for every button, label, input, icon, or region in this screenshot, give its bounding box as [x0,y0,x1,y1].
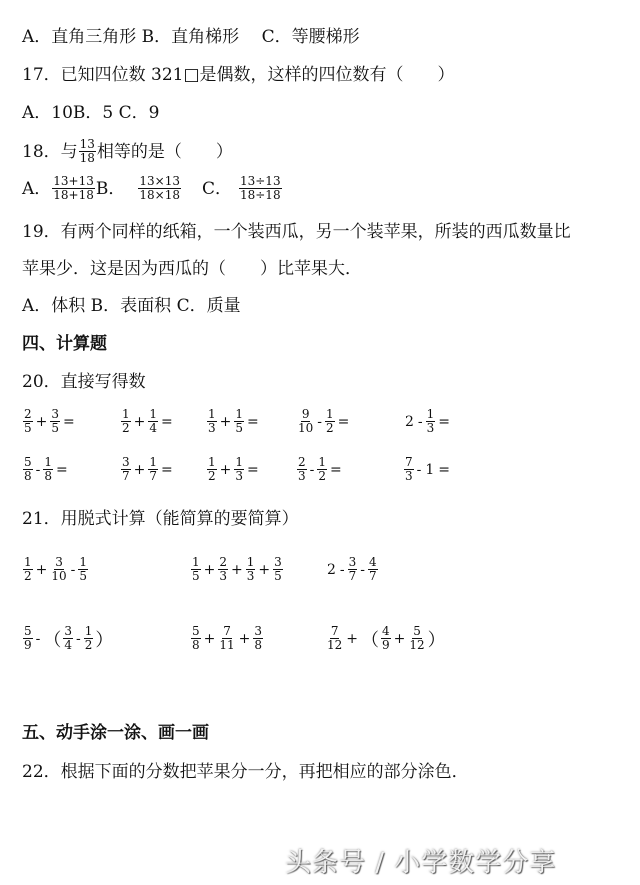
q20-expr-10: $\frac{7}{3}$ - 1 = [405,455,451,483]
section-4-heading: 四、计算题 [22,334,107,354]
fraction: $\frac{3}{10}$ [51,555,67,583]
fraction: $\frac{3}{7}$ [122,455,130,483]
q20-expr-2: $\frac{1}{2}$ + $\frac{1}{4}$ = [122,407,173,435]
question-19-line2: 苹果少．这是因为西瓜的（ ）比苹果大． [22,259,362,279]
option-c-label: C． [201,178,232,199]
section-5-heading: 五、动手涂一涂、画一画 [22,723,209,743]
q21-expr-4: $\frac{5}{9}$ - （ $\frac{3}{4}$ - $\frac{1}{2}$ ） [24,624,114,652]
fraction: $\frac{1}{4}$ [149,407,158,435]
fraction: $\frac{7}{11}$ [219,624,235,652]
fraction: $\frac{3}{4}$ [64,624,73,652]
question-21: 21．用脱式计算（能简算的要简算） [22,509,299,529]
fraction: $\frac{1}{3}$ [208,407,216,435]
q20-expr-5: 2 - $\frac{1}{3}$ = [405,407,451,435]
q20-expr-1: $\frac{2}{5}$ + $\frac{3}{5}$ = [24,407,75,435]
fraction: $\frac{13}{18}$ [79,137,95,165]
fraction: $\frac{3}{8}$ [254,624,263,652]
option-b-label: B． [95,178,126,199]
fraction: $\frac{1}{2}$ [24,555,32,583]
question-20: 20．直接写得数 [22,372,146,392]
q21-expr-1: $\frac{1}{2}$ + $\frac{3}{10}$ - $\frac{1}{5}$ [24,555,88,583]
fraction: $\frac{1}{5}$ [192,555,200,583]
option-a-label: A． [22,178,52,199]
fraction: $\frac{1}{5}$ [79,555,88,583]
fraction: $\frac{7}{12}$ [327,624,343,652]
question-18: 18．与 $\frac{13}{18}$ 相等的是（ ） [22,137,233,165]
option-a-fraction: $\frac{13+13}{18+18}$ [53,174,94,202]
fraction: $\frac{5}{12}$ [409,624,425,652]
question-17: 17．已知四位数 321□是偶数，这样的四位数有（ ） [22,65,455,85]
q20-expr-9: $\frac{2}{3}$ - $\frac{1}{2}$ = [298,455,342,483]
fraction: $\frac{3}{5}$ [274,555,282,583]
fraction: $\frac{3}{5}$ [51,407,60,435]
option-b-fraction: $\frac{13\times 13}{18\times 18}$ [139,174,180,202]
question-19-line1: 19．有两个同样的纸箱，一个装西瓜，另一个装苹果，所装的西瓜数量比 [22,222,571,242]
fraction: $\frac{7}{3}$ [405,455,413,483]
fraction: $\frac{1}{7}$ [149,455,158,483]
fraction: $\frac{1}{3}$ [426,407,435,435]
fraction: $\frac{1}{2}$ [326,407,334,435]
q20-expr-4: $\frac{9}{10}$ - $\frac{1}{2}$ = [298,407,350,435]
q20-expr-3: $\frac{1}{3}$ + $\frac{1}{5}$ = [208,407,259,435]
q20-expr-7: $\frac{3}{7}$ + $\frac{1}{7}$ = [122,455,173,483]
fraction: $\frac{1}{5}$ [235,407,244,435]
fraction: $\frac{5}{8}$ [24,455,32,483]
fraction: $\frac{4}{9}$ [382,624,390,652]
fraction: $\frac{2}{3}$ [298,455,306,483]
fraction: $\frac{1}{3}$ [246,555,255,583]
fraction: $\frac{1}{2}$ [84,624,93,652]
question-22: 22．根据下面的分数把苹果分一分，再把相应的部分涂色． [22,762,469,782]
q16-options: A．直角三角形 B．直角梯形 C．等腰梯形 [22,27,360,47]
fraction: $\frac{1}{8}$ [44,455,53,483]
fraction: $\frac{9}{10}$ [298,407,314,435]
fraction: $\frac{1}{3}$ [235,455,244,483]
q21-expr-2: $\frac{1}{5}$ + $\frac{2}{3}$ + $\frac{1}{3}$ + $\frac{3}{5}$ [192,555,282,583]
q21-expr-3: 2 - $\frac{3}{7}$ - $\frac{4}{7}$ [327,555,377,583]
fraction: $\frac{2}{3}$ [219,555,228,583]
q19-options: A．体积 B．表面积 C．质量 [22,296,241,316]
q21-expr-5: $\frac{5}{8}$ + $\frac{7}{11}$ + $\frac{3}{8}$ [192,624,263,652]
q20-expr-6: $\frac{5}{8}$ - $\frac{1}{8}$ = [24,455,68,483]
fraction: $\frac{1}{2}$ [122,407,130,435]
fraction: $\frac{1}{2}$ [318,455,327,483]
fraction: $\frac{5}{9}$ [24,624,32,652]
fraction: $\frac{1}{2}$ [208,455,216,483]
q20-expr-8: $\frac{1}{2}$ + $\frac{1}{3}$ = [208,455,259,483]
fraction: $\frac{5}{8}$ [192,624,200,652]
option-c-fraction: $\frac{13\div 13}{18\div 18}$ [239,174,281,202]
q17-options: A．10B．5 C．9 [22,103,160,123]
fraction: $\frac{4}{7}$ [369,555,377,583]
q18-options [22,175,283,202]
fraction: $\frac{3}{7}$ [348,555,357,583]
fraction: $\frac{2}{5}$ [24,407,32,435]
q21-expr-6: $\frac{7}{12}$ + （ $\frac{4}{9}$ + $\frac{5}{12}$ ） [327,624,446,652]
watermark: 头条号 / 小学数学分享 [285,848,557,878]
